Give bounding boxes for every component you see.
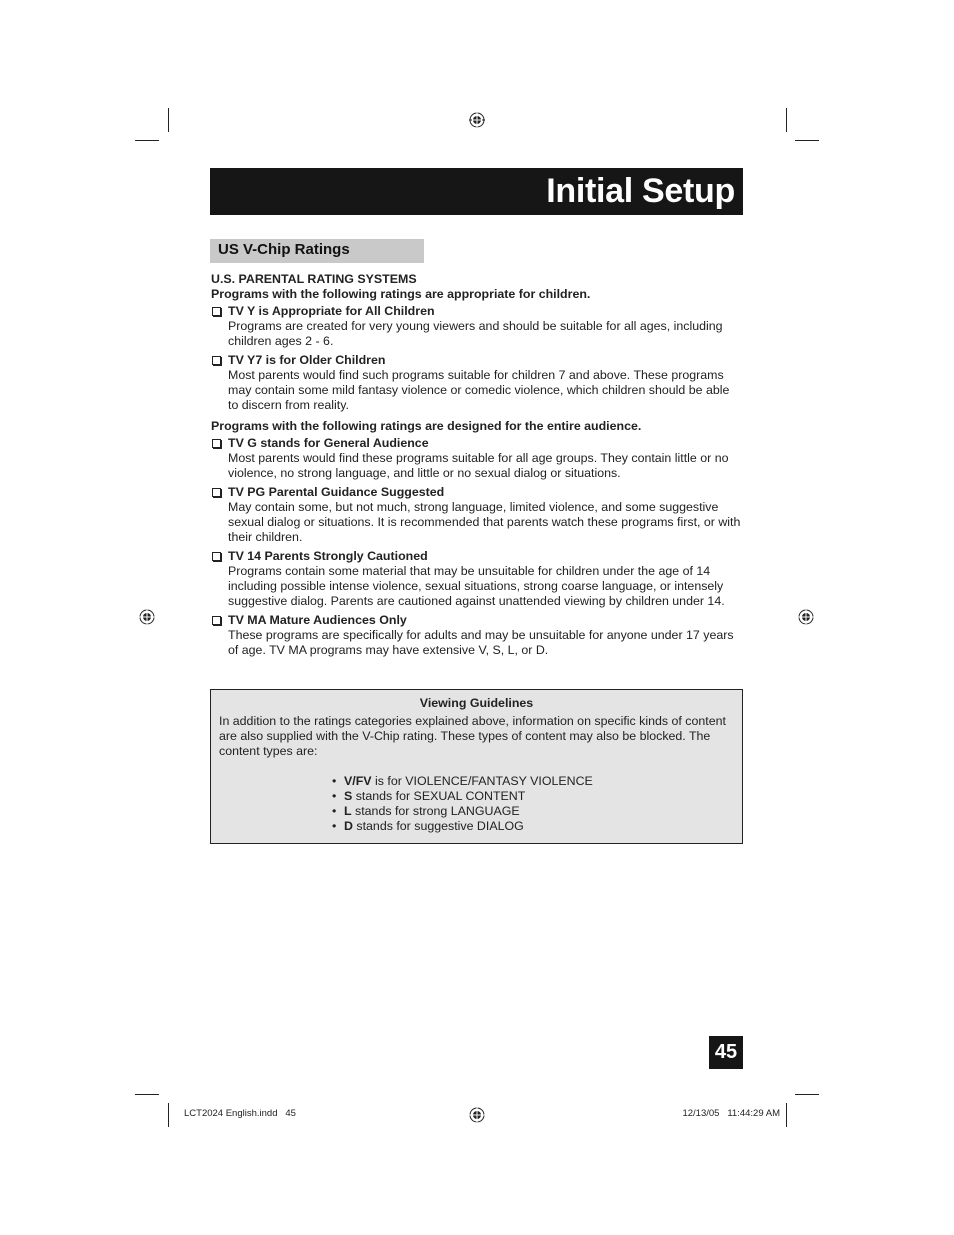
checkbox-bullet-icon	[212, 552, 221, 561]
list-item	[332, 774, 742, 789]
content-desc: stands for SEXUAL CONTENT	[352, 789, 526, 803]
content-code: V/FV	[344, 774, 372, 788]
rating-item	[211, 353, 743, 413]
checkbox-bullet-icon	[212, 307, 221, 316]
rating-item	[211, 485, 743, 545]
content-desc: stands for strong LANGUAGE	[351, 804, 520, 818]
rating-title: TV Y7 is for Older Children	[228, 353, 386, 367]
rating-title: TV PG Parental Guidance Suggested	[228, 485, 445, 499]
guidelines-title: Viewing Guidelines	[419, 696, 534, 710]
crop-mark	[786, 108, 787, 132]
viewing-guidelines-box	[210, 689, 743, 844]
content-desc: stands for suggestive DIALOG	[352, 819, 524, 833]
intro-children: Programs with the following ratings are appropriate for children.	[211, 287, 591, 301]
checkbox-bullet-icon	[212, 439, 221, 448]
rating-title: TV 14 Parents Strongly Cautioned	[228, 549, 428, 563]
section-title: US V-Chip Ratings	[218, 241, 350, 258]
crop-mark	[168, 1103, 169, 1127]
rating-desc: Programs contain some material that may be unsuitable for children under the age of 14 including possible intense violence, sexual situations, strong coarse language, or intensely suggestive dialog. Parents are cautioned against unattended viewing by children under 14.	[228, 564, 725, 608]
page-title: Initial Setup	[546, 172, 735, 210]
footer-timestamp: 12/13/05 11:44:29 AM	[682, 1108, 780, 1119]
ratings-content	[211, 272, 743, 662]
crop-mark	[786, 1103, 787, 1127]
rating-title: TV Y is Appropriate for All Children	[228, 304, 435, 318]
checkbox-bullet-icon	[212, 356, 221, 365]
registration-mark-icon	[798, 609, 814, 625]
rating-desc: Programs are created for very young viewers and should be suitable for all ages, including children ages 2 - 6.	[228, 319, 723, 348]
rating-title: TV G stands for General Audience	[228, 436, 429, 450]
crop-mark	[168, 108, 169, 132]
crop-mark	[795, 1094, 819, 1095]
content-code: S	[344, 789, 353, 803]
page-number: 45	[709, 1036, 743, 1069]
list-item	[332, 819, 742, 834]
crop-mark	[135, 140, 159, 141]
rating-desc: Most parents would find such programs suitable for children 7 and above. These programs may contain some mild fantasy violence or comedic violence, which children should be able to discern from reality.	[228, 368, 730, 412]
rating-desc: Most parents would find these programs suitable for all age groups. They contain little or no violence, no strong language, and little or no sexual dialog or situations.	[228, 451, 729, 480]
registration-mark-icon	[469, 112, 485, 128]
registration-mark-icon	[139, 609, 155, 625]
ratings-heading: U.S. PARENTAL RATING SYSTEMS	[211, 272, 417, 286]
content-types-list	[211, 774, 742, 834]
rating-item	[211, 304, 743, 349]
guidelines-text: In addition to the ratings categories explained above, information on specific kinds of content are also supplied with the V-Chip rating. These types of content may also be blocked. The content types are:	[219, 714, 726, 758]
checkbox-bullet-icon	[212, 616, 221, 625]
rating-item	[211, 613, 743, 658]
header-bar	[210, 168, 743, 215]
content-desc: is for VIOLENCE/FANTASY VIOLENCE	[371, 774, 593, 788]
rating-title: TV MA Mature Audiences Only	[228, 613, 407, 627]
rating-item	[211, 436, 743, 481]
rating-desc: May contain some, but not much, strong language, limited violence, and some suggestive sexual dialog or situations. It is recommended that parents watch these programs first, or with their children.	[228, 500, 741, 544]
content-code: L	[344, 804, 352, 818]
rating-item	[211, 549, 743, 609]
registration-mark-icon	[469, 1107, 485, 1123]
list-item	[332, 789, 742, 804]
list-item	[332, 804, 742, 819]
intro-all: Programs with the following ratings are designed for the entire audience.	[211, 419, 642, 433]
checkbox-bullet-icon	[212, 488, 221, 497]
footer-file-name: LCT2024 English.indd 45	[184, 1108, 296, 1119]
crop-mark	[135, 1094, 159, 1095]
rating-desc: These programs are specifically for adults and may be unsuitable for anyone under 17 years of age. TV MA programs may have extensive V, S, L, or D.	[228, 628, 734, 657]
content-code: D	[344, 819, 353, 833]
crop-mark	[795, 140, 819, 141]
section-label	[210, 239, 424, 263]
